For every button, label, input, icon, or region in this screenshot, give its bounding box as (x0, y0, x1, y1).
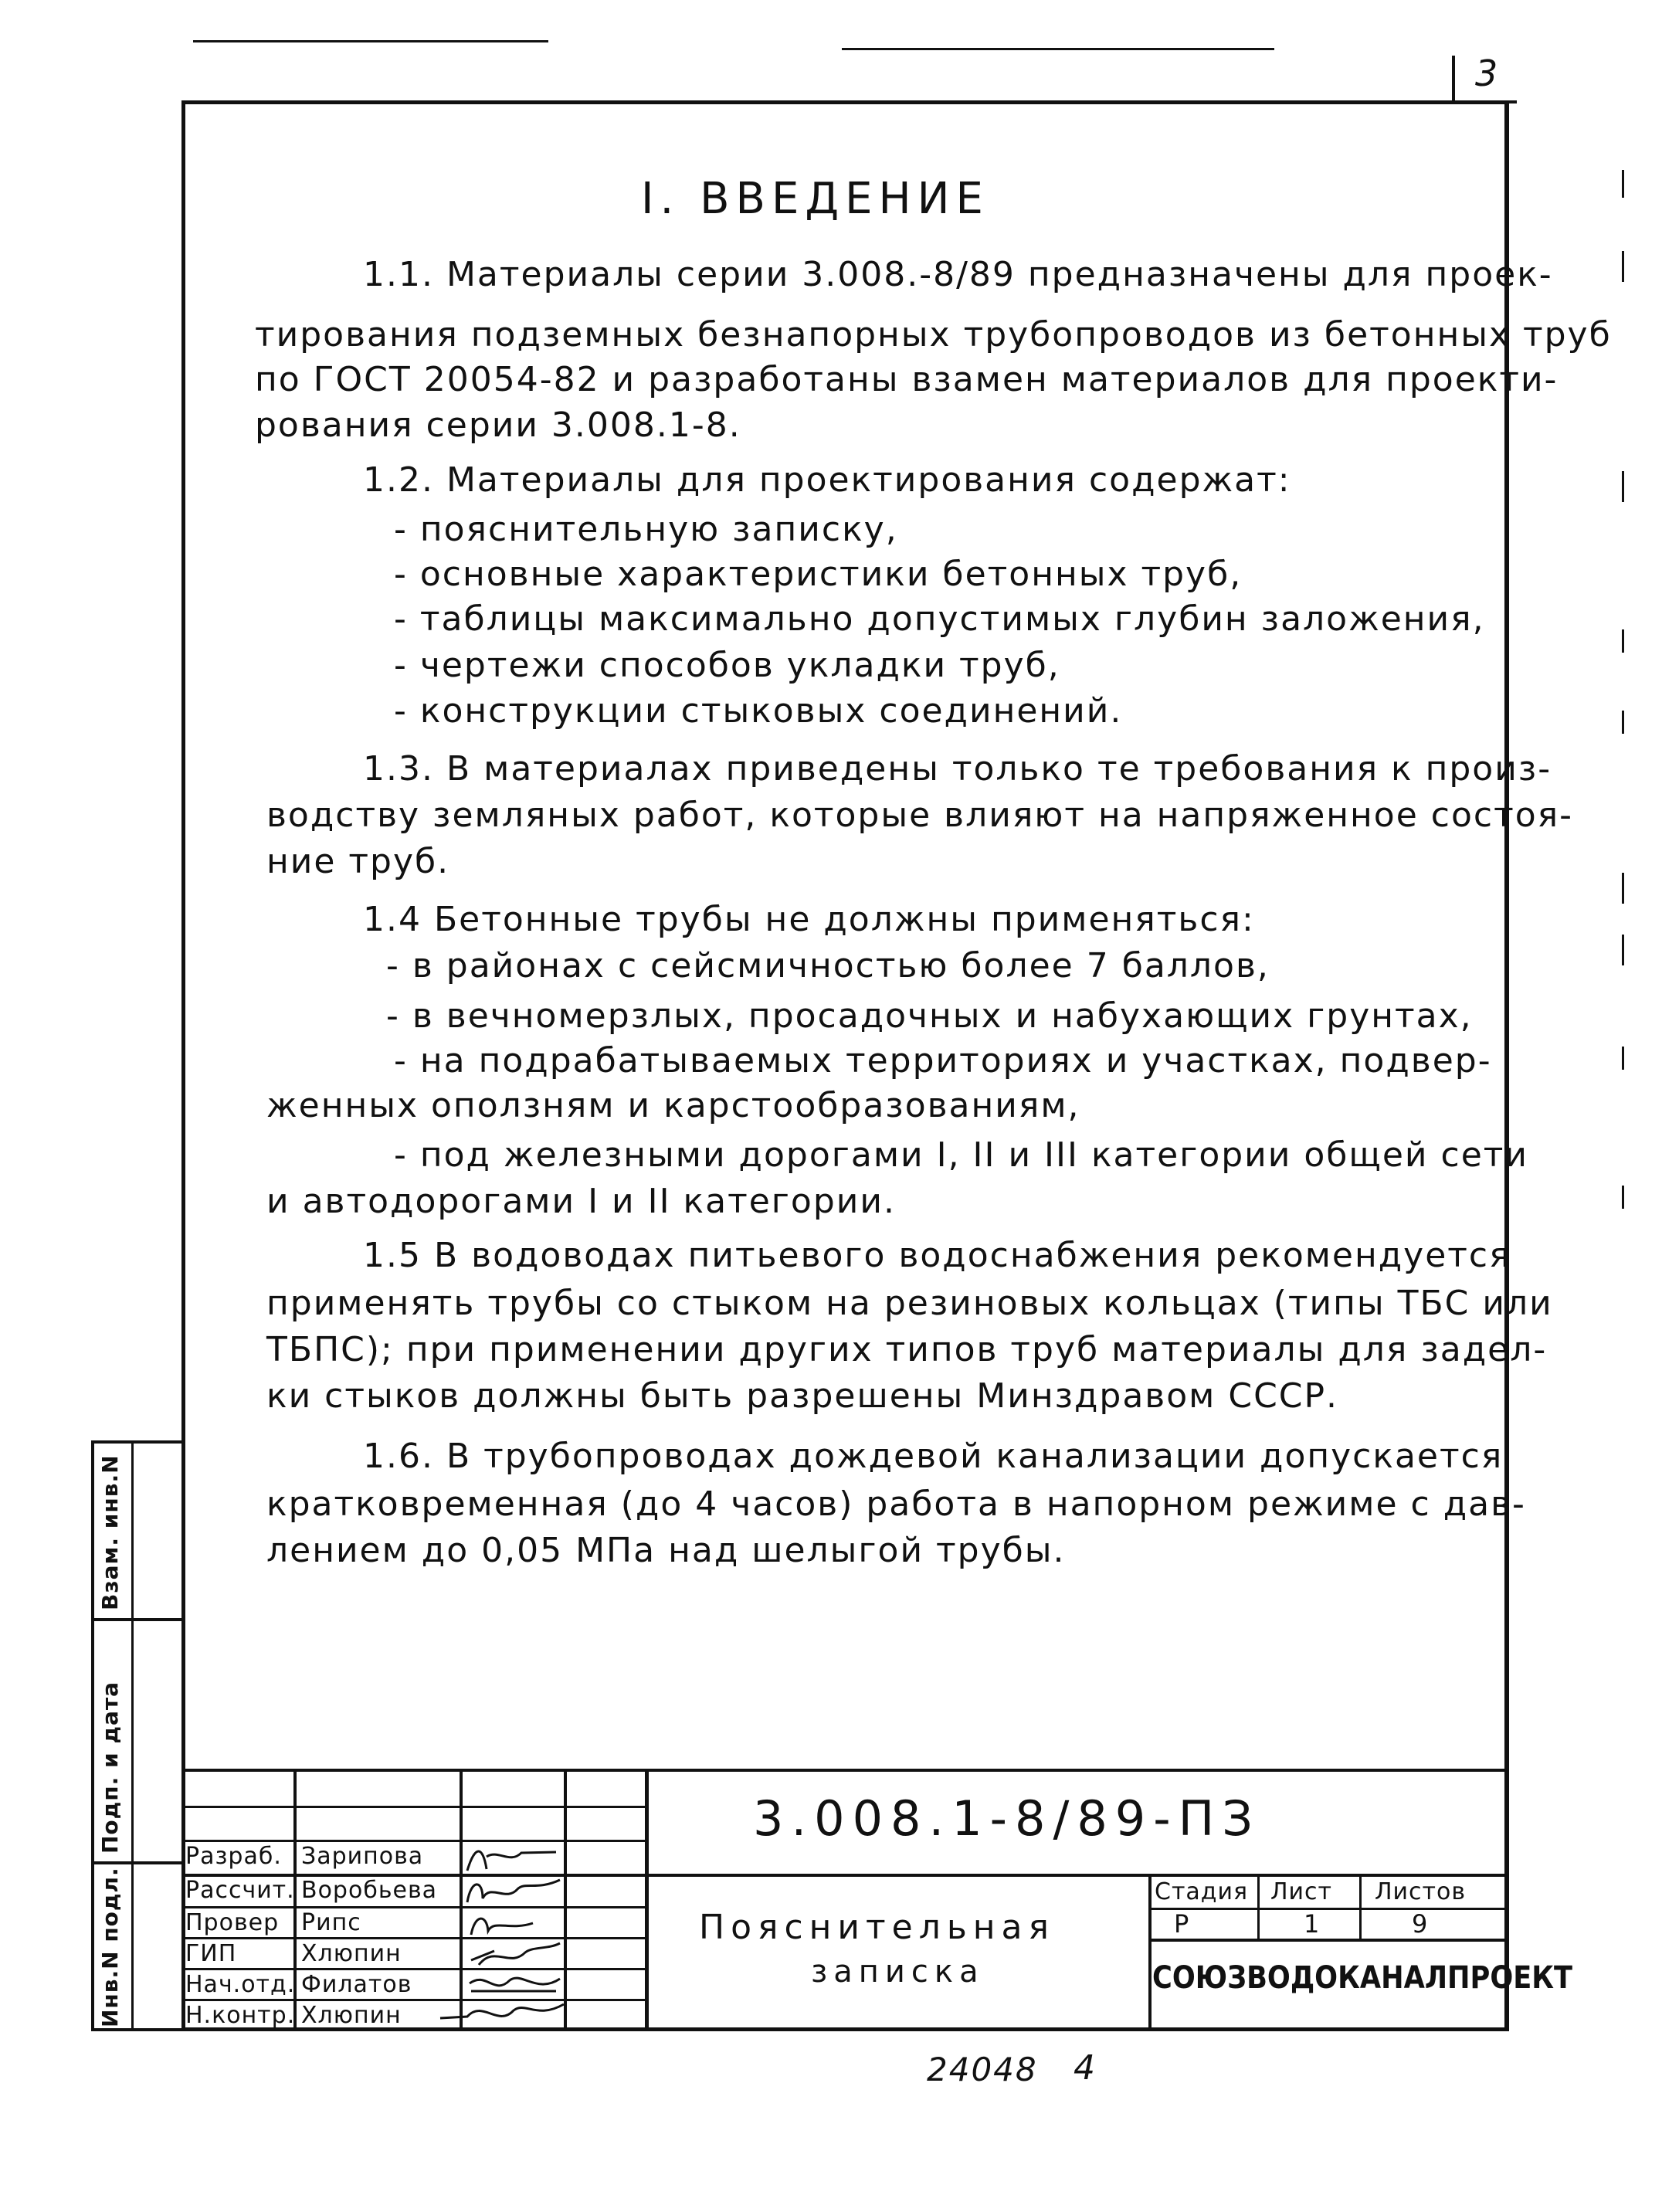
organization-name: СОЮЗВОДОКАНАЛПРОЕКТ (1152, 1960, 1573, 1996)
sheets-header: Листов (1375, 1878, 1467, 1905)
stamp-role: Рассчит. (185, 1877, 295, 1904)
doc-title-line2: записка (811, 1954, 985, 1990)
frame-mark (1622, 1186, 1624, 1209)
signature-5 (463, 1968, 564, 2000)
stamp-col (645, 1769, 649, 2031)
stamp-row (645, 1874, 1508, 1877)
stamp-col (564, 1769, 567, 2031)
stamp-name: Филатов (301, 1971, 412, 1998)
stamp-name: Хлюпин (301, 2002, 402, 2029)
side-strip-divider (91, 1861, 182, 1864)
body-line: 1.3. В материалах приведены только те требования к произ- (363, 749, 1552, 789)
stamp-col (1257, 1874, 1260, 1940)
frame-mark (1622, 935, 1624, 965)
side-label-vzam-inv: Взам. инв.N (97, 1454, 123, 1610)
body-line: - пояснительную записку, (394, 510, 898, 549)
stamp-row (181, 1906, 645, 1908)
stamp-role: Нач.отд. (185, 1971, 296, 1998)
stamp-col (460, 1769, 463, 2031)
footer-page: 4 (1074, 2048, 1097, 2088)
body-line: лением до 0,05 МПа над шелыгой трубы. (266, 1531, 1066, 1570)
stamp-row (1148, 1908, 1508, 1910)
sheet-number-top: 3 (1475, 53, 1500, 94)
body-line: 1.5 В водоводах питьевого водоснабжения рекомендуется (363, 1236, 1511, 1275)
frame-mark (1622, 629, 1624, 653)
body-line: - в районах с сейсмичностью более 7 баллов, (386, 946, 1270, 986)
stamp-role: Н.контр. (185, 2002, 296, 2029)
sheet-value: 1 (1304, 1909, 1321, 1939)
frame-mark (1622, 873, 1624, 904)
body-line: - на подрабатываемых территориях и участках, подвер- (394, 1041, 1492, 1081)
doc-title-line1: Пояснительная (699, 1908, 1055, 1947)
page-title: I. ВВЕДЕНИЕ (641, 174, 989, 224)
body-line: водству земляных работ, которые влияют на напряженное состоя- (266, 796, 1573, 835)
stamp-name: Воробьева (301, 1877, 438, 1904)
body-line: - конструкции стыковых соединений. (394, 691, 1123, 731)
body-line: - чертежи способов укладки труб, (394, 646, 1060, 685)
stamp-col (1359, 1874, 1362, 1940)
body-line: применять трубы со стыком на резиновых кольцах (типы ТБС или (266, 1284, 1553, 1323)
stamp-row (181, 1968, 645, 1970)
frame-mark (1622, 170, 1624, 198)
body-line: 1.4 Бетонные трубы не должны применяться: (363, 900, 1255, 939)
body-line: по ГОСТ 20054-82 и разработаны взамен материалов для проекти- (255, 360, 1559, 399)
body-line: 1.6. В трубопроводах дождевой канализации допускается (363, 1437, 1504, 1476)
top-stroke (842, 48, 1274, 50)
stamp-row (181, 1840, 645, 1842)
stage-header: Стадия (1155, 1878, 1249, 1905)
doc-code: 3.008.1-8/89-ПЗ (753, 1790, 1260, 1847)
body-line: женных оползням и карстообразованиям, (266, 1086, 1080, 1125)
stamp-row (181, 1999, 645, 2001)
stamp-role: Разраб. (185, 1843, 282, 1870)
body-line: и автодорогами I и II категории. (266, 1182, 896, 1221)
footer-number: 24048 (927, 2051, 1038, 2088)
side-strip-divider (131, 1440, 134, 2031)
signature-1 (463, 1841, 564, 1875)
body-line: - в вечномерзлых, просадочных и набухающих грунтах, (386, 996, 1473, 1036)
stamp-name: Зарипова (301, 1843, 424, 1870)
frame-mark (1622, 471, 1624, 502)
stamp-role: Провер (185, 1909, 280, 1936)
body-line: - основные характеристики бетонных труб, (394, 555, 1243, 594)
stamp-role: ГИП (185, 1940, 237, 1967)
stamp-row (181, 1806, 645, 1808)
frame-mark (1622, 1047, 1624, 1070)
body-line: ние труб. (266, 842, 450, 881)
stamp-row (1148, 1939, 1508, 1942)
body-line: - таблицы максимально допустимых глубин заложения, (394, 599, 1485, 639)
sheet-header: Лист (1270, 1878, 1333, 1905)
stamp-row (181, 1937, 645, 1939)
body-line: ТБПС); при применении других типов труб материалы для задел- (266, 1330, 1548, 1369)
side-label-inv-podl: Инв.N подл. (97, 1867, 123, 2027)
body-line: рования серии 3.008.1-8. (255, 405, 741, 445)
stamp-top-line (181, 1769, 1508, 1772)
body-line: кратковременная (до 4 часов) работа в напорном режиме с дав- (266, 1484, 1526, 1524)
side-label-podp-data: Подп. и дата (97, 1681, 123, 1854)
body-line: тирования подземных безнапорных трубопроводов из бетонных труб (255, 315, 1612, 355)
body-line: - под железными дорогами I, II и III категории общей сети (394, 1135, 1528, 1175)
frame-mark (1622, 711, 1624, 734)
body-line: 1.1. Материалы серии 3.008.-8/89 предназначены для проек- (363, 255, 1553, 294)
signature-6 (436, 1997, 568, 2030)
sheets-value: 9 (1412, 1909, 1429, 1939)
frame-mark (1622, 251, 1624, 282)
signature-4 (463, 1937, 564, 1969)
stamp-name: Хлюпин (301, 1940, 402, 1967)
stage-value: Р (1174, 1909, 1190, 1939)
side-strip-divider (91, 1618, 182, 1621)
signature-2 (463, 1875, 564, 1909)
body-line: ки стыков должны быть разрешены Минздравом СССР. (266, 1376, 1339, 1416)
stamp-col (1148, 1874, 1152, 2031)
stamp-name: Рипс (301, 1909, 361, 1936)
signature-3 (463, 1908, 564, 1939)
body-line: 1.2. Материалы для проектирования содержат: (363, 460, 1291, 500)
top-stroke (193, 40, 548, 42)
